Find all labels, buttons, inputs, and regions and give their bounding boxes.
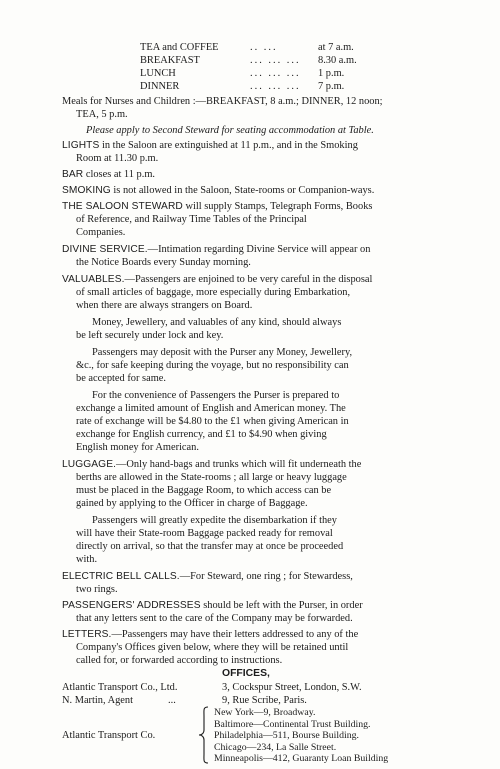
- nurses-meals-line: TEA, 5 p.m.: [76, 109, 128, 120]
- divine-text: the Notice Boards every Sunday morning.: [76, 257, 251, 268]
- meal-time: 8.30 a.m.: [318, 55, 357, 66]
- divine-text: —Intimation regarding Divine Service will appear on: [147, 244, 371, 255]
- letters-line: [62, 628, 358, 641]
- valuables-text: of small articles of baggage, more especially during Embarkation,: [76, 287, 351, 298]
- meal-leader: .. ...: [250, 42, 278, 53]
- luggage-text: with.: [76, 554, 98, 565]
- smoking-line: [62, 184, 374, 197]
- valuables-text: Money, Jewellery, and valuables of any kind, should always: [92, 317, 342, 328]
- seating-note: Please apply to Second Steward for seating accommodation at Table.: [86, 125, 374, 136]
- meal-time: 7 p.m.: [318, 81, 345, 92]
- meal-row: [140, 54, 400, 67]
- steward-text: of Reference, and Railway Time Tables of the Principal: [76, 214, 307, 225]
- meal-time: at 7 a.m.: [318, 42, 354, 53]
- luggage-text: will have their State-room Baggage packed ready for removal: [76, 528, 333, 539]
- letters-text: —Passengers may have their letters addressed to any of the: [111, 629, 359, 640]
- valuables-text: For the convenience of Passengers the Purser is prepared to: [92, 390, 340, 401]
- meal-leader: ... ... ...: [250, 81, 301, 92]
- meal-name: BREAKFAST: [140, 55, 200, 66]
- valuables-text: when there are always strangers on Board.: [76, 300, 253, 311]
- luggage-text: —Only hand-bags and trunks which will fit underneath the: [116, 459, 362, 470]
- valuables-text: exchange for English currency, and £1 to $4.90 when giving: [76, 429, 327, 440]
- valuables-heading: VALUABLES.: [62, 274, 125, 285]
- office-address: 9, Rue Scribe, Paris.: [222, 695, 307, 706]
- luggage-line: [62, 458, 361, 471]
- addresses-text: should be left with the Purser, in order: [200, 600, 363, 611]
- meal-leader: ... ... ...: [250, 55, 301, 66]
- addresses-text: that any letters sent to the care of the Company may be forwarded.: [76, 613, 353, 624]
- office-address: 3, Cockspur Street, London, S.W.: [222, 682, 362, 693]
- offices-title: OFFICES,: [222, 668, 270, 679]
- office-name: Atlantic Transport Co.: [62, 730, 156, 741]
- office-leader: ...: [168, 695, 176, 706]
- curly-brace-icon: [198, 706, 210, 764]
- office-row-london: [62, 681, 177, 694]
- us-office: Minneapolis—412, Guaranty Loan Building: [214, 753, 389, 764]
- steward-heading: THE SALOON STEWARD: [62, 201, 183, 212]
- valuables-text: &c., for safe keeping during the voyage, but no responsibility can: [76, 360, 349, 371]
- nurses-meals-line: Meals for Nurses and Children :—BREAKFAST, 8 a.m.; DINNER, 12 noon;: [62, 96, 383, 107]
- bar-line: [62, 168, 155, 181]
- us-office: Chicago—234, La Salle Street.: [214, 741, 337, 753]
- meal-row: [140, 41, 400, 54]
- meal-leader: ... ... ...: [250, 68, 301, 79]
- us-office: Baltimore—Continental Trust Building.: [214, 718, 371, 730]
- bar-text: closes at 11 p.m.: [83, 169, 156, 180]
- valuables-text: rate of exchange will be $4.80 to the £1 when giving American in: [76, 416, 349, 427]
- us-office: New York—9, Broadway.: [214, 707, 316, 718]
- valuables-text: be left securely under lock and key.: [76, 330, 224, 341]
- addresses-line: [62, 599, 363, 612]
- meal-name: DINNER: [140, 81, 180, 92]
- luggage-heading: LUGGAGE.: [62, 459, 117, 470]
- valuables-text: English money for American.: [76, 442, 199, 453]
- letters-text: called for, or forwarded according to instructions.: [76, 655, 283, 666]
- meal-row: [140, 67, 400, 80]
- lights-text: Room at 11.30 p.m.: [76, 153, 159, 164]
- luggage-text: berths are allowed in the State-rooms ; all large or heavy luggage: [76, 472, 347, 483]
- addresses-heading: PASSENGERS' ADDRESSES: [62, 600, 201, 611]
- luggage-text: gained by applying to the Officer in charge of Baggage.: [76, 498, 308, 509]
- lights-text: in the Saloon are extinguished at 11 p.m., and in the Smoking: [99, 140, 358, 151]
- steward-line: [62, 200, 372, 213]
- meal-name: LUNCH: [140, 68, 176, 79]
- letters-heading: LETTERS.: [62, 629, 112, 640]
- office-name: N. Martin, Agent: [62, 695, 133, 706]
- luggage-text: must be placed in the Baggage Room, to which access can be: [76, 485, 332, 496]
- us-office: Philadelphia—511, Bourse Building.: [214, 730, 359, 741]
- steward-text: will supply Stamps, Telegraph Forms, Books: [182, 201, 373, 212]
- bell-heading: ELECTRIC BELL CALLS.: [62, 571, 180, 582]
- valuables-text: —Passengers are enjoined to be very careful in the disposal: [124, 274, 373, 285]
- bell-line: [62, 570, 353, 583]
- letters-text: Company's Offices given below, where they will be retained until: [76, 642, 349, 653]
- meal-time: 1 p.m.: [318, 68, 345, 79]
- office-row-paris: [62, 694, 133, 707]
- lights-heading: LIGHTS: [62, 140, 100, 151]
- office-name: Atlantic Transport Co., Ltd.: [62, 682, 178, 693]
- valuables-text: be accepted for same.: [76, 373, 166, 384]
- divine-heading: DIVINE SERVICE.: [62, 244, 148, 255]
- meal-name: TEA and COFFEE: [140, 42, 219, 53]
- steward-text: Companies.: [76, 227, 126, 238]
- smoking-heading: SMOKING: [62, 185, 111, 196]
- valuables-text: Passengers may deposit with the Purser any Money, Jewellery,: [92, 347, 353, 358]
- bar-heading: BAR: [62, 169, 84, 180]
- bell-text: two rings.: [76, 584, 118, 595]
- luggage-text: Passengers will greatly expedite the disembarkation if they: [92, 515, 337, 526]
- bell-text: —For Steward, one ring ; for Stewardess,: [179, 571, 353, 582]
- lights-line: [62, 139, 358, 152]
- smoking-text: is not allowed in the Saloon, State-rooms or Companion-ways.: [110, 185, 375, 196]
- valuables-line: [62, 273, 372, 286]
- valuables-text: exchange a limited amount of English and American money. The: [76, 403, 346, 414]
- divine-line: [62, 243, 370, 256]
- meal-row: [140, 80, 400, 93]
- luggage-text: directly on arrival, so that the transfer may at once be proceeded: [76, 541, 344, 552]
